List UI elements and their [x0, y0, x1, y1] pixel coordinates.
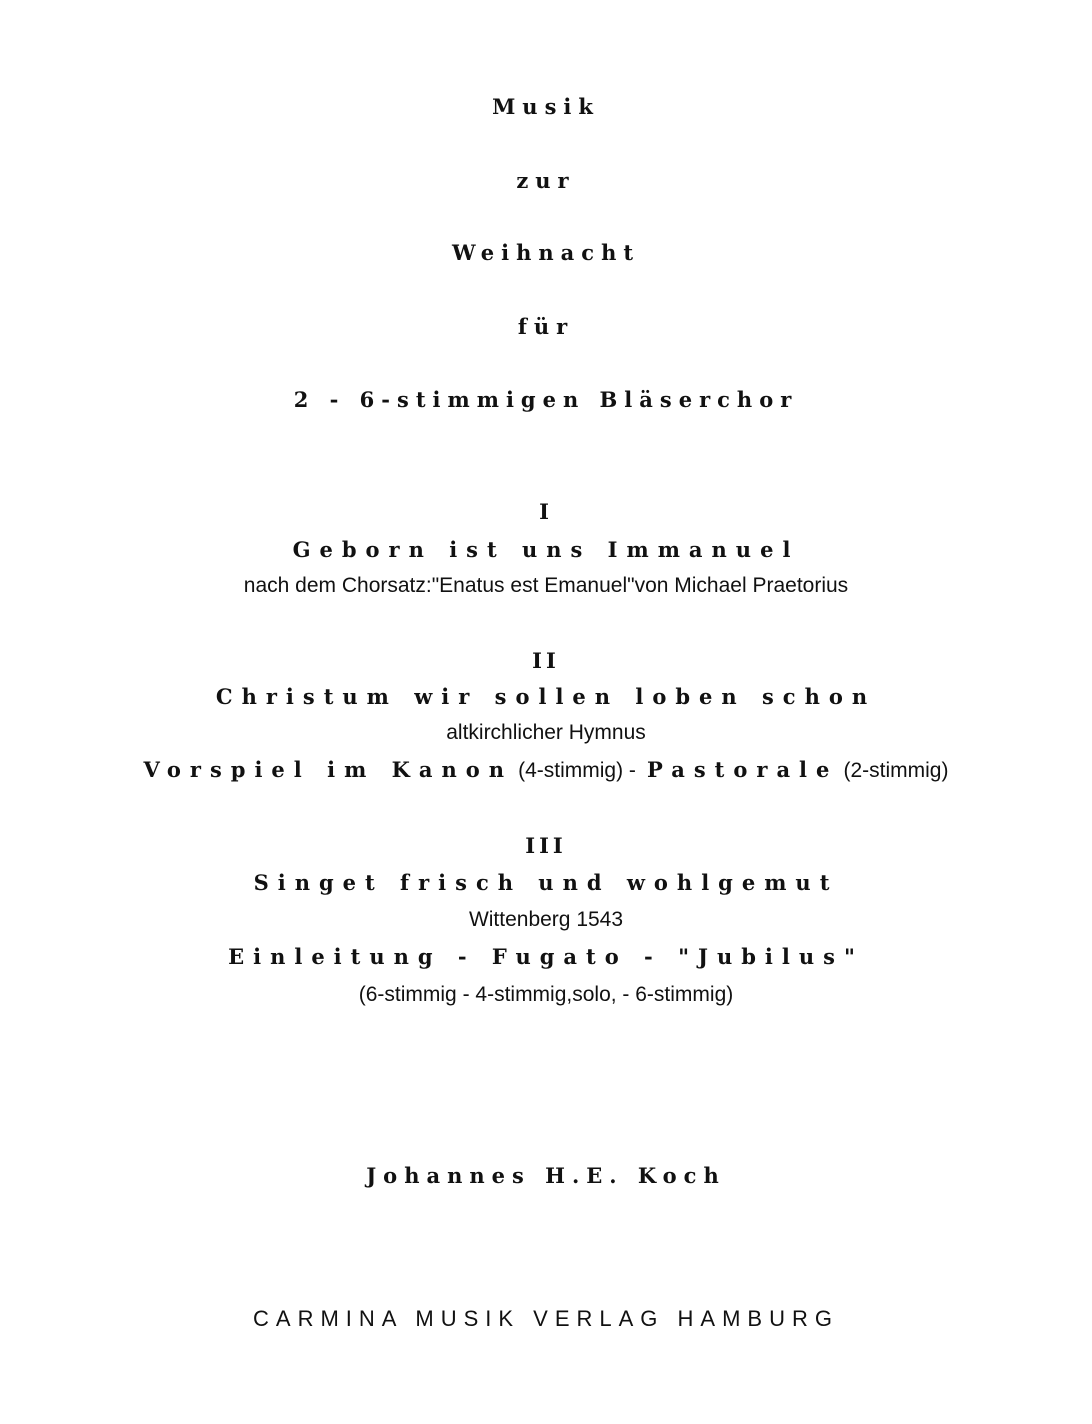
section-3-detail: Einleitung - Fugato - "Jubilus": [228, 944, 864, 969]
publisher-name: CARMINA MUSIK VERLAG HAMBURG: [253, 1306, 839, 1331]
title-weihnacht: Weihnacht: [451, 240, 641, 265]
section-2-numeral: II: [532, 648, 560, 673]
section-2-part2-voices: (2-stimmig): [843, 759, 949, 782]
section-2-detail: [0, 759, 1092, 781]
title-fuer: für: [517, 314, 575, 339]
section-2-note: altkirchlicher Hymnus: [446, 721, 646, 744]
author-name: Johannes H.E. Koch: [366, 1163, 726, 1188]
section-3-numeral: III: [525, 833, 567, 858]
section-2-part2: Pastorale: [647, 757, 839, 782]
section-3-note: Wittenberg 1543: [468, 908, 624, 931]
section-2-heading: Christum wir sollen loben schon: [215, 684, 877, 709]
section-3-heading: Singet frisch und wohlgemut: [253, 870, 839, 895]
section-3-voices: (6-stimmig - 4-stimmig,solo, - 6-stimmig): [358, 983, 734, 1006]
section-1-numeral: I: [539, 499, 553, 524]
title-instrumentation: 2 - 6-stimmigen Bläserchor: [293, 387, 799, 412]
title-musik: Musik: [492, 94, 600, 119]
section-1-heading: Geborn ist uns Immanuel: [292, 537, 800, 562]
section-2-part1: Vorspiel im Kanon: [143, 757, 513, 782]
section-2-part1-voices: (4-stimmig) -: [518, 759, 636, 782]
title-zur: zur: [516, 168, 576, 193]
section-1-note: nach dem Chorsatz:"Enatus est Emanuel"von Michael Praetorius: [243, 574, 849, 597]
